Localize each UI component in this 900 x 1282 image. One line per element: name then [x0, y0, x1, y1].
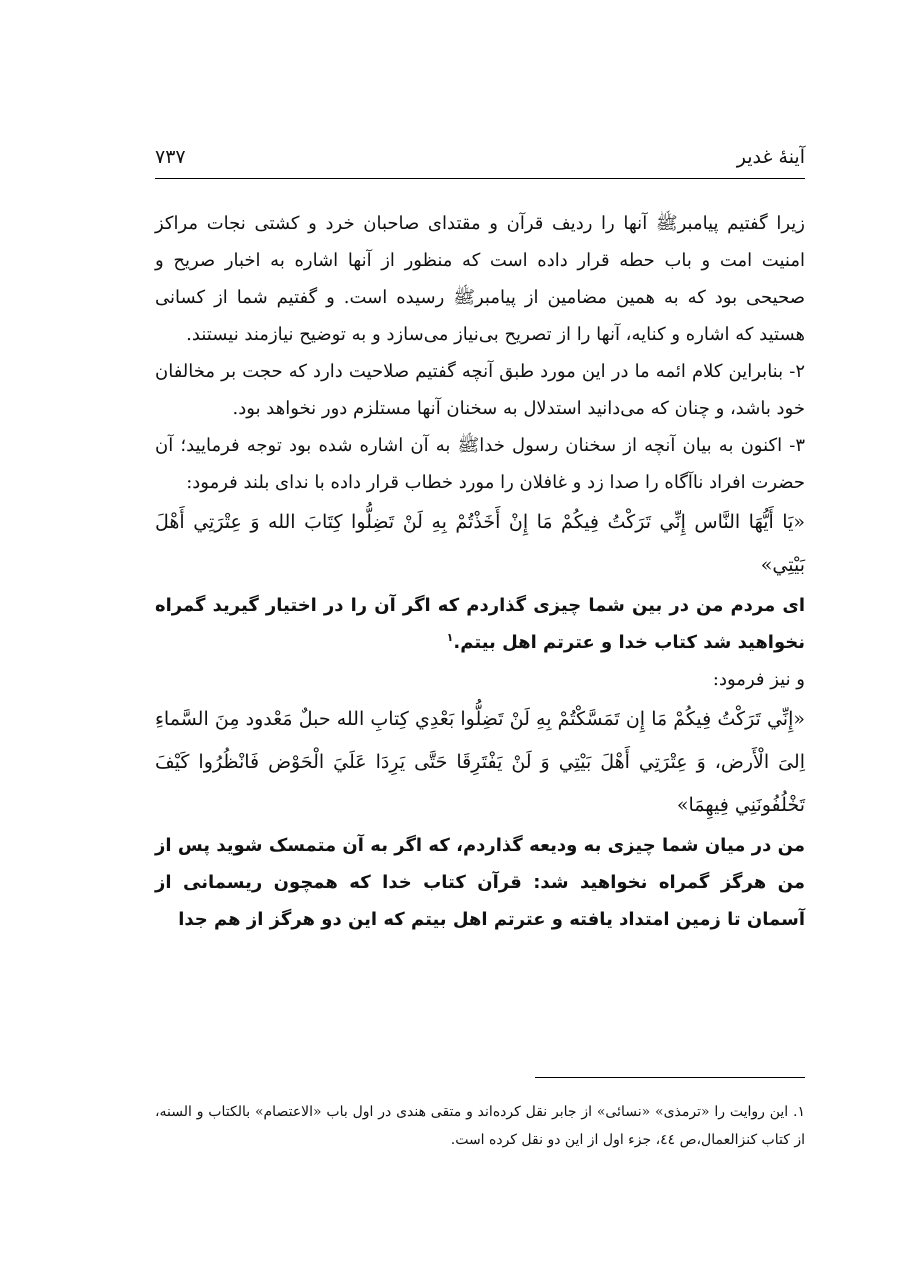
hadith-2: «إِنِّي تَرَکْتُ فِیکُمْ مَا إِن تَمَسَّکْتُمْ بِهِ لَنْ تَضِلُّوا بَعْدِي کِتابِ الله حبلٌ مَعْدود مِنَ السَّماءِ اِلیَ الْأَرض، وَ عِتْرَتِي أَهْلَ بَیْتِي وَ لَنْ یَفْتَرِقَا حَتَّی یَرِدَا عَلَيَ الْحَوْض فَانْظُرُوا کَیْفَ تَخْلُفُونَنِي فِیهِمَا»	[155, 708, 805, 816]
footnote-marker: ۱	[446, 631, 454, 644]
footnote-divider	[535, 1077, 805, 1078]
paragraph-3: ۳- اکنون به بیان آنچه از سخنان رسول خداﷺ به آن اشاره شده بود توجه فرمایید؛ آن حضرت افراد ناآگاه را صدا زد و غافلان را مورد خطاب قرار داده با ندای بلند فرمود:	[155, 435, 805, 493]
paragraph-1: زیرا گفتیم پیامبرﷺ آنها را ردیف قرآن و مقتدای صاحبان خرد و کشتی نجات مراکز امنیت امت و باب حطه قرار داده است که منظور از آنها اشاره به اخبار صریح و صحیحی بود که به همین مضامین از پیامبرﷺ رسیده است. و گفتیم شما از کسانی هستید که اشاره و کنایه، آنها را از تصریح بی‌نیاز می‌سازد و به توضیح نیازمند نیستند.	[155, 213, 805, 345]
footnote	[155, 1098, 805, 1154]
main-text	[155, 205, 805, 938]
running-title: آینهٔ غدیر	[736, 146, 805, 168]
footnote-text: ۱. این روایت را «ترمذی» «نسائی» از جابر نقل کرده‌اند و متقی هندی در اول باب «الاعتصام» بالکتاب و السنه، از کتاب کنزالعمال،ص ٤٤، جزء اول از این دو نقل کرده است.	[155, 1104, 805, 1148]
header-divider	[155, 178, 805, 179]
paragraph-4: و نیز فرمود:	[712, 669, 805, 690]
hadith-1: «یَا أَیُّهَا النَّاس إِنِّي تَرَکْتُ فِیکُمْ مَا إِنْ أَخَذْتُمْ بِهِ لَنْ تَضِلُّوا کِتَابَ الله وَ عِتْرَتِي أَهْلَ بَیْتِي»	[155, 511, 805, 576]
translation-2: من در میان شما چیزی به ودیعه گذاردم، که اگر به آن متمسک شوید پس از من هرگز گمراه نخواهید شد: قرآن کتاب خدا که همچون ریسمانی از آسمان تا زمین امتداد یافته و عترتم اهل بیتم که این دو هرگز از هم جدا	[155, 835, 805, 930]
page-number: ۷۳۷	[155, 146, 186, 168]
translation-1-text: ای مردم من در بین شما چیزی گذاردم که اگر آن را در اختیار گیرید گمراه نخواهید شد کتاب خدا و عترتم اهل بیتم.	[155, 595, 805, 653]
paragraph-2: ۲- بنابراین کلام ائمه ما در این مورد طبق آنچه گفتیم صلاحیت دارد که حجت بر مخالفان خود باشد، و چنان که می‌دانید استدلال به سخنان آنها مستلزم دور نخواهد بود.	[155, 361, 805, 419]
running-header	[155, 140, 805, 174]
translation-1	[155, 587, 805, 661]
